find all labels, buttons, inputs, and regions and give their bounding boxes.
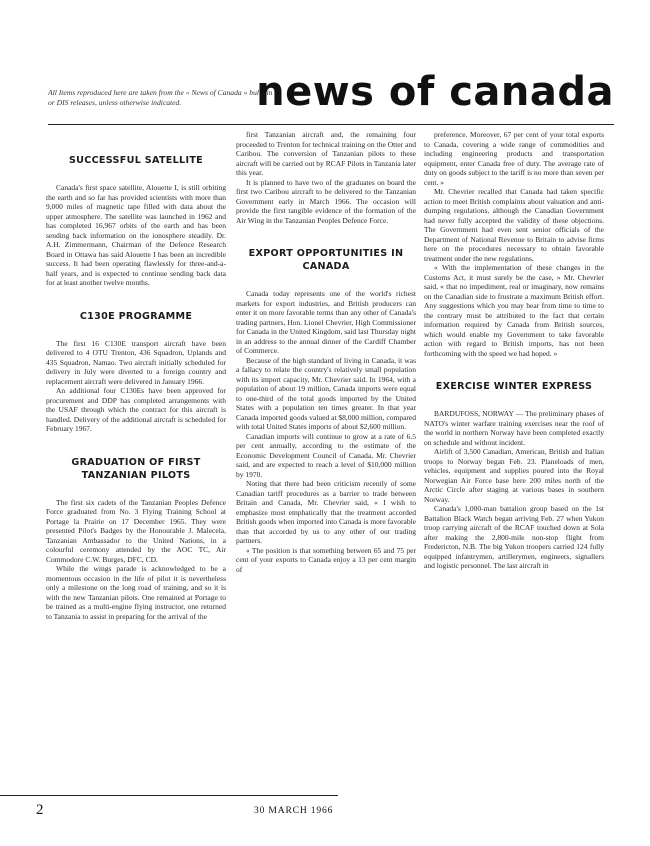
heading-c130e-programme: C130E PROGRAMME (79, 310, 193, 322)
paragraph: « With the implementation of these changes in the Customs Act, it must surely be the case, » Mr. Chevrier said, « that no impediment, real or imaginary, now remains on the Canadian side to frustrate a maximum British effort. Any suggestions which you may hear from time to time to the contrary must be attributed to the fact that certain information required by Canada from British sources, which would enable my Government to take favorable action with regard to British imports, has not been forthcoming with the speed we had hoped. » (424, 263, 604, 358)
column-1 (46, 130, 226, 795)
paragraph: BARDUFOSS, NORWAY — The preliminary phases of NATO's winter warfare training exercises near the roof of the world in northern Norway have been completed exactly on schedule and without incident. (424, 409, 604, 447)
paragraph: Mr. Chevrier recalled that Canada had taken specific action to meet British complaints about valuation and anti-dumping regulations, although the Canadian Government had never fully accepted the validity of these objections. The Government had even sent senior officials of the Department of National Revenue to Britain to advise firms here on the procedures necessary to obtain favorable treatment under the new regulations. (424, 187, 604, 263)
heading-export-opportunities: EXPORT OPPORTUNITIES IN CANADA (248, 248, 404, 272)
paragraph: Noting that there had been criticism recently of some Canadian tariff procedures as a barrier to trade between Britain and Canada, Mr. Chevrier said, « I wish to emphasize most emphatically that the treatment accorded British goods when imported into Canada is more favorable than that accorded by us to any other of our trading partners. (236, 479, 416, 545)
heading-successful-satellite: SUCCESSFUL SATELLITE (68, 155, 204, 166)
paragraph: Canadian imports will continue to grow at a rate of 6.5 per cent annually, according to the estimate of the Economic Development Council of Canada, Mr. Chevrier said, and are expected to reach a level of $10,000 million by 1970. (236, 431, 416, 479)
paragraph: While the wings parade is acknowledged to be a momentous occasion in the life of pilot it is nevertheless only a milestone on the long road of training, and so it is with the new Tanzanian pilots. One remained at Portage to be trained as a multi-engine flying instructor, one returned to Tanzania to assist in preparing for the arrival of the (46, 564, 226, 621)
masthead-note: All Items reproduced here are taken from the « News of Canada » bulletin or DIS releases, unless otherwise indicated. (48, 88, 273, 107)
masthead-title: news of canada (256, 69, 614, 115)
paragraph: Airlift of 3,500 Canadian, American, British and Italian troops to Norway began Feb. 23. Planeloads of men, vehicles, equipment and supplies poured into the Royal Norwegian Air Force base here 200 miles north of the Arctic Circle after staging at various bases in southern Norway. (424, 447, 604, 504)
paragraph: preference. Moreover, 67 per cent of your total exports to Canada, covering a wide range of commodities and including engineering products and transportation equipment, enter Canada free of duty. The average rate of duty on goods subject to the tariff is no more than seven per cent. » (424, 130, 604, 187)
paragraph: Because of the high standard of living in Canada, it was a fallacy to relate the country's relatively small population with its import capacity, Mr. Chevrier said. In 1964, with a population of about 19 million, Canada imports were equal to one-third of the total goods imported by the United States with a population ten times greater. In that year Canada imported goods valued at $8,000 million, compared with total United States imports of about $2,600 million. (236, 355, 416, 431)
paragraph: « The position is that something between 65 and 75 per cent of your exports to Canada enjoy a 13 per cent margin of (236, 545, 416, 574)
paragraph: first Tanzanian aircraft and, the remaining four proceeded to Trenton for technical training on the Otter and Caribou. The conversion of Tanzanian pilots to these aircraft will be carried out by RCAF Pilots in Tanzania later this year. (236, 130, 416, 177)
paragraph: It is planned to have two of the graduates on board the first two Caribou aircraft to be delivered to the Tanzanian Government early in March 1966. The occasion will provide the first tangible evidence of the formation of the Air Wing in the Tanzanian Peoples Defence Force. (236, 177, 416, 225)
heading-graduation-tanzanian-pilots: GRADUATION OF FIRST TANZANIAN PILOTS (71, 456, 201, 481)
paragraph: Canada today represents one of the world's richest markets for export industries, and British producers can enter it on more favorable terms than any other of Canada's trading partners, Hon. Lionel Chevrier, High Commissioner for Canada in the United Kingdom, said last Thursday night in an address to the annual dinner of the Cardiff Chamber of Commerce. (236, 289, 416, 355)
paragraph: Canada's first space satellite, Alouette I, is still orbiting the earth and so far has provided scientists with more than 9,000 miles of magnetic tape filled with data about the upper atmosphere. The satellite was launched in 1962 and has completed 16,967 orbits of the earth and has been sending back information on the ionosphere steadily. Dr. A.H. Zimmermann, Chairman of the Defence Research Board in Ottawa has said Alouette I has been an incredible success. It had been operating flawlessly for three-and-a-half years, and is expected to continue sending back data for at least another twelve months. (46, 183, 226, 287)
paragraph: Canada's 1,000-man battalion group based on the 1st Battalion Black Watch began arriving Feb. 27 when Yukon troop carrying aircraft of the RCAF touched down at Sola after making the 2,800-mile non-stop flight from Fredericton, N.B. The big Yukon troopers carried 124 fully equipped infantrymen, artillerymen, engineers, signallers and logistic personnel. The last aircraft in (424, 504, 604, 570)
paragraph: The first 16 C130E transport aircraft have been delivered to 4 OTU Trenton, 436 Squadron, Uplands and 435 Squadron, Namao. Two aircraft initially scheduled for delivery in July were diverted to a foreign country and replacement aircraft were delivered in January 1966. (46, 338, 226, 386)
column-2 (236, 130, 416, 795)
footer-rule (0, 795, 338, 796)
column-3 (424, 130, 604, 795)
paragraph: An additional four C130Es have been approved for procurement and DDP has completed arrangements with the USAF through which the contract for this aircraft is handled. Delivery of the additional aircraft is scheduled for February 1967. (46, 386, 226, 433)
page-date: 30 MARCH 1966 (254, 805, 334, 816)
paragraph: The first six cadets of the Tanzanian Peoples Defence Force graduated from No. 3 Flying Training School at Portage la Prairie on 17 December 1965. They were presented Pilot's Badges by the Honourable J. Malecela, Tanzanian Ambassador to the United Nations, in a colourful ceremony attended by the AOC TC, Air Commodore C.W. Burges, DFC, CD. (46, 497, 226, 564)
page-number: 2 (36, 802, 44, 818)
masthead-rule (48, 124, 614, 125)
heading-exercise-winter-express: EXERCISE WINTER EXPRESS (435, 381, 593, 392)
